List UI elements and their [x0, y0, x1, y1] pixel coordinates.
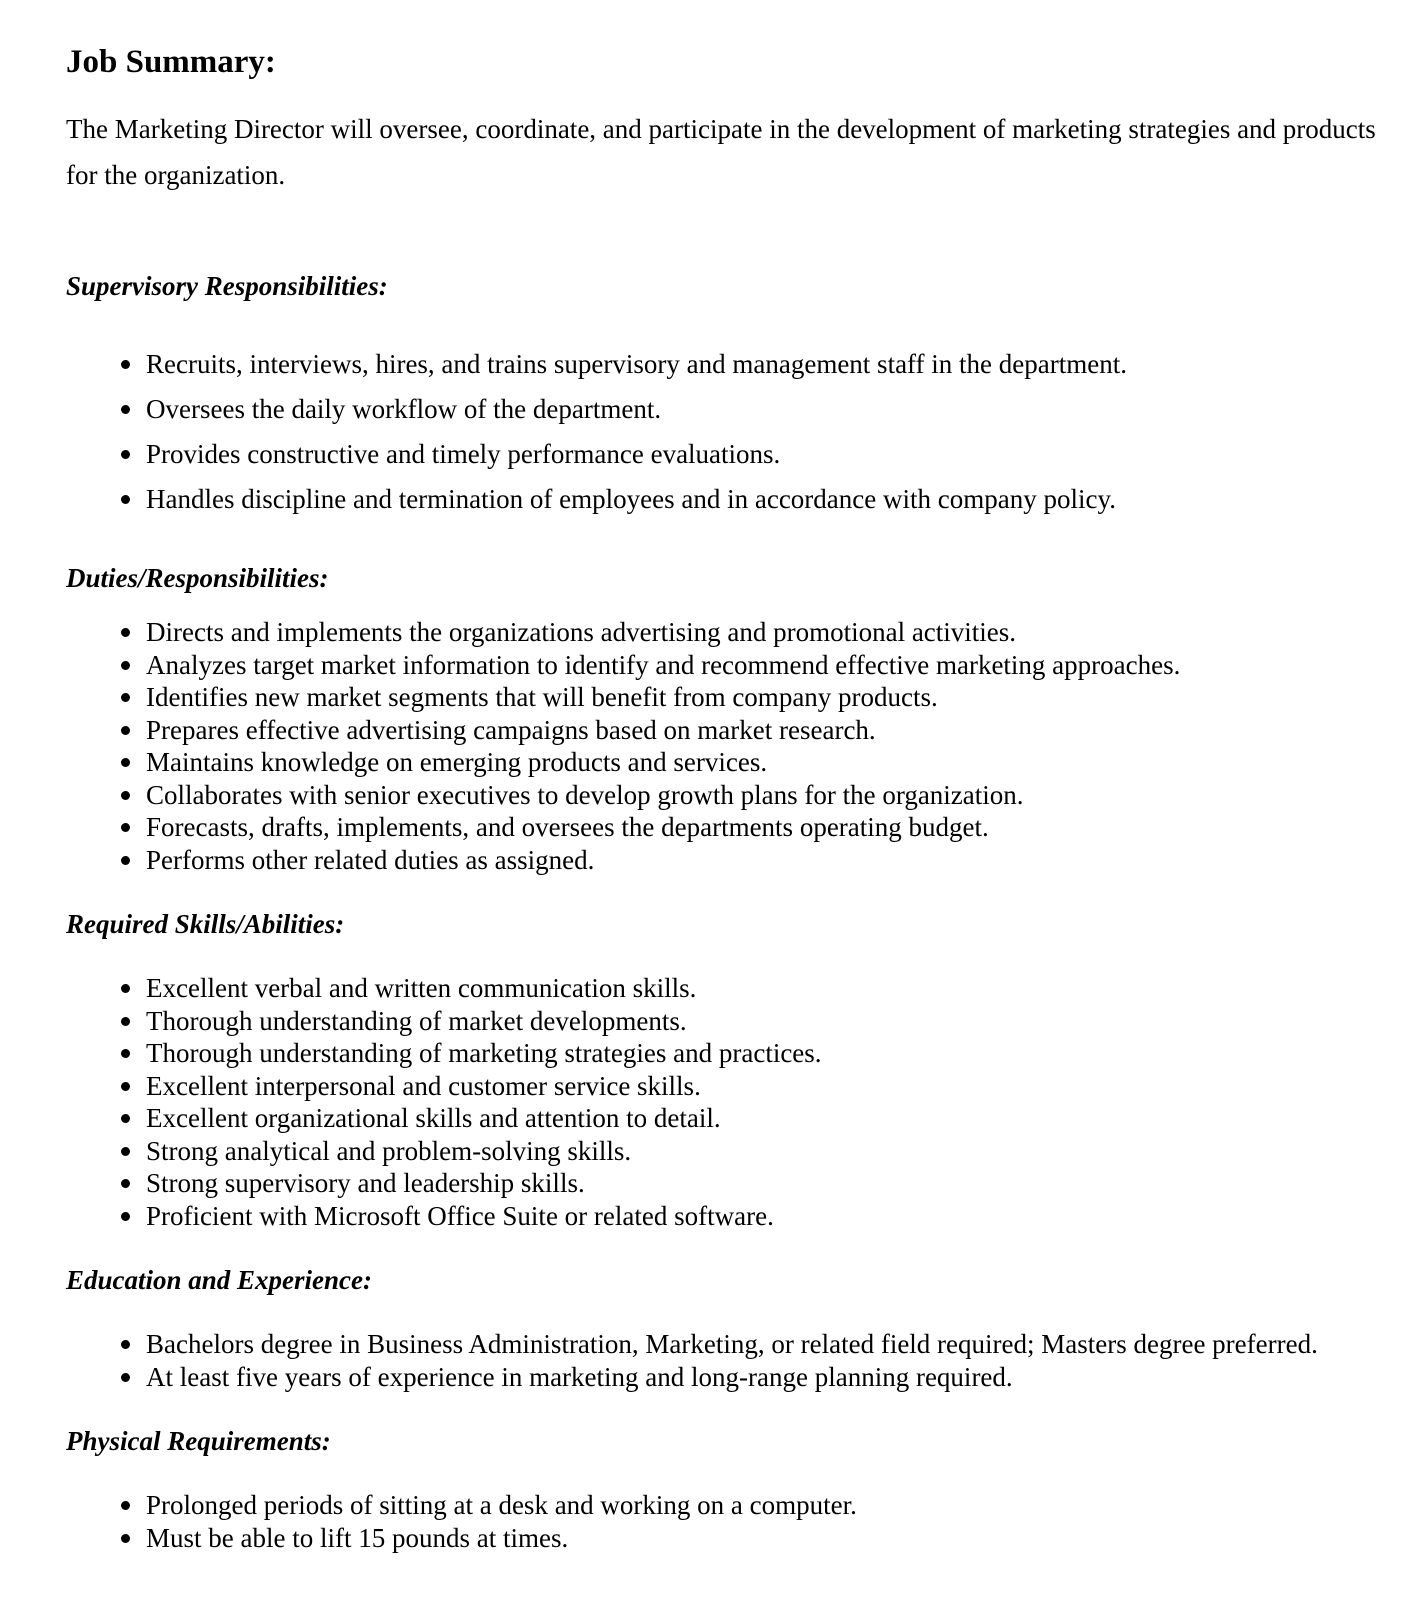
section-heading-supervisory: Supervisory Responsibilities: [66, 271, 388, 301]
list-item: Thorough understanding of marketing strategies and practices. [146, 1037, 1378, 1070]
document-title: Job Summary: [66, 44, 276, 80]
list-item: Oversees the daily workflow of the department. [146, 387, 1378, 432]
list-item: Strong analytical and problem-solving skills. [146, 1135, 1378, 1168]
list-item: Prolonged periods of sitting at a desk and working on a computer. [146, 1489, 1378, 1522]
duties-list [66, 616, 1378, 876]
education-list [66, 1328, 1378, 1393]
list-item: Proficient with Microsoft Office Suite or related software. [146, 1200, 1378, 1233]
list-item: Collaborates with senior executives to develop growth plans for the organization. [146, 779, 1378, 812]
list-item: Performs other related duties as assigned. [146, 844, 1378, 877]
section-heading-skills: Required Skills/Abilities: [66, 909, 345, 939]
list-item: Prepares effective advertising campaigns based on market research. [146, 714, 1378, 747]
supervisory-list [66, 342, 1378, 522]
list-item: At least five years of experience in marketing and long-range planning required. [146, 1361, 1326, 1394]
section-heading-duties: Duties/Responsibilities: [66, 563, 329, 593]
list-item: Excellent verbal and written communication skills. [146, 972, 1378, 1005]
list-item: Excellent interpersonal and customer service skills. [146, 1070, 1378, 1103]
list-item: Must be able to lift 15 pounds at times. [146, 1522, 1378, 1555]
section-heading-education: Education and Experience: [66, 1265, 373, 1295]
list-item: Thorough understanding of market developments. [146, 1005, 1378, 1038]
list-item: Handles discipline and termination of employees and in accordance with company policy. [146, 477, 1378, 522]
skills-list [66, 972, 1378, 1232]
list-item: Strong supervisory and leadership skills. [146, 1167, 1378, 1200]
list-item: Bachelors degree in Business Administration, Marketing, or related field required; Masters degree preferred. [146, 1328, 1326, 1361]
list-item: Recruits, interviews, hires, and trains supervisory and management staff in the department. [146, 342, 1378, 387]
list-item: Directs and implements the organizations advertising and promotional activities. [146, 616, 1378, 649]
list-item: Identifies new market segments that will benefit from company products. [146, 681, 1378, 714]
list-item: Forecasts, drafts, implements, and oversees the departments operating budget. [146, 811, 1378, 844]
list-item: Maintains knowledge on emerging products and services. [146, 746, 1378, 779]
list-item: Analyzes target market information to identify and recommend effective marketing approaches. [146, 649, 1378, 682]
section-heading-physical: Physical Requirements: [66, 1426, 331, 1456]
list-item: Provides constructive and timely performance evaluations. [146, 432, 1378, 477]
list-item: Excellent organizational skills and attention to detail. [146, 1102, 1378, 1135]
job-summary-text: The Marketing Director will oversee, coordinate, and participate in the development of marketing strategies and products for the organization. [66, 114, 1376, 190]
physical-list [66, 1489, 1378, 1554]
